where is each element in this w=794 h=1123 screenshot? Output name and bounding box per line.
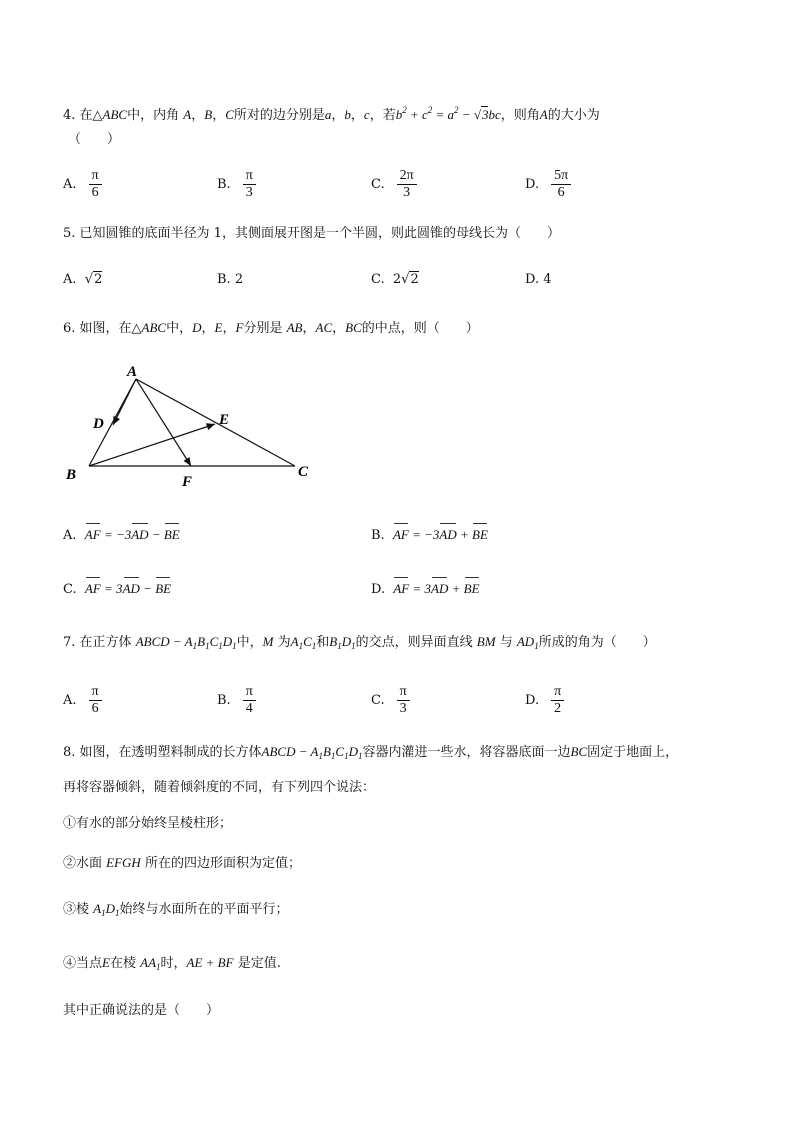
q4-option-a[interactable]: A. $\frac{\pi}{6}$ — [63, 168, 102, 201]
q8-stem-line1: 8. 如图，在透明塑料制成的长方体ABCD − $A_1B_1C_1D_1$容器内灌进一些水，将容器底面一边BC固定于地面上， — [63, 744, 679, 761]
q4-option-b[interactable]: B. $\frac{\pi}{3}$ — [217, 168, 256, 201]
q8-statement-4: ④当点E在棱 $AA_1$时，AE + BF 是定值. — [63, 955, 281, 972]
q8-statement-3: ③棱 $A_1D_1$始终与水面所在的平面平行； — [63, 901, 289, 918]
triangle-figure — [60, 358, 330, 493]
q4-paren: （ ） — [68, 132, 121, 147]
q6-option-b[interactable]: B. AF = −3AD + BE — [371, 527, 488, 543]
label-f: F — [182, 474, 193, 490]
q5-stem: 5. 已知圆锥的底面半径为 1，其侧面展开图是一个半圆，则此圆锥的母线长为（ ） — [63, 226, 560, 241]
vector-ad — [113, 379, 136, 425]
q4-option-c[interactable]: C. $\frac{2\pi}{3}$ — [371, 168, 417, 201]
label-a: A — [127, 364, 138, 380]
q8-stem-line2: 再将容器倾斜，随着倾斜度的不同，有下列四个说法： — [63, 780, 376, 795]
q6-stem: 6. 如图，在△ABC中，D，E，F分别是 AB，AC，BC的中点，则（ ） — [63, 320, 479, 336]
q6-option-c[interactable]: C. AF = 3AD − BE — [63, 581, 172, 597]
q8-ask: 其中正确说法的是（ ） — [63, 1003, 220, 1018]
q4-option-d[interactable]: D. $\frac{5\pi}{6}$ — [525, 168, 571, 201]
q6-option-d[interactable]: D. AF = 3AD + BE — [371, 581, 480, 597]
label-c: C — [298, 464, 309, 480]
q7-option-d[interactable]: D. $\frac{\pi}{2}$ — [525, 684, 564, 717]
q8-statement-2: ②水面 EFGH 所在的四边形面积为定值； — [63, 855, 301, 871]
q5-option-c[interactable]: C. 2√2 — [371, 272, 419, 287]
side-ac — [136, 379, 295, 466]
q6-option-a[interactable]: A. AF = −3AD − BE — [63, 527, 180, 543]
q5-option-a[interactable]: A. √2 — [63, 272, 103, 287]
q7-option-a[interactable]: A. $\frac{\pi}{6}$ — [63, 684, 102, 717]
q4-stem: 4. 在△ABC中，内角 A，B，C所对的边分别是a，b，c，若$b^2 + c^2 = a^2 - √3bc$，则角A的大小为 — [63, 105, 600, 123]
label-b: B — [66, 467, 77, 483]
q5-option-b[interactable]: B. 2 — [217, 272, 244, 287]
q8-statement-1: ①有水的部分始终呈棱柱形； — [63, 816, 233, 831]
q7-option-b[interactable]: B. $\frac{\pi}{4}$ — [217, 684, 256, 717]
label-e: E — [219, 412, 230, 428]
q5-option-d[interactable]: D. 4 — [525, 272, 552, 287]
q7-option-c[interactable]: C. $\frac{\pi}{3}$ — [371, 684, 410, 717]
q7-stem: 7. 在正方体 ABCD − $A_1B_1C_1D_1$中，M 为$A_1C_1$和$B_1D_1$的交点，则异面直线 BM 与 $AD_1$所成的角为（ ） — [63, 634, 656, 651]
label-d: D — [93, 416, 104, 432]
vector-af — [136, 379, 191, 466]
